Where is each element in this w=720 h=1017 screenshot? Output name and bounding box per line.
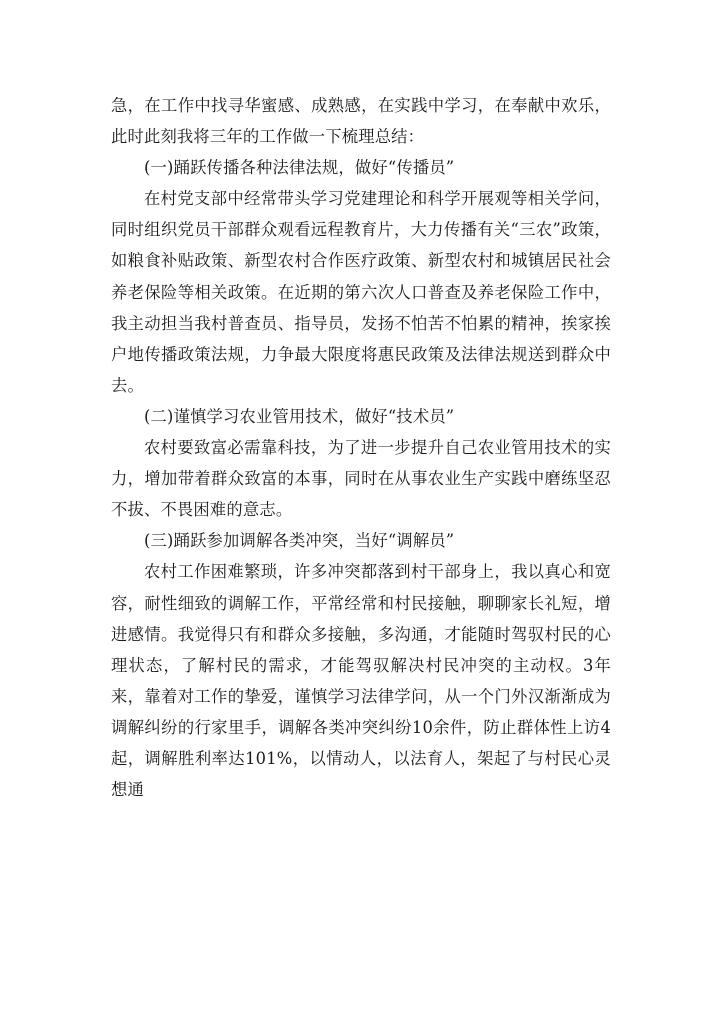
document-body [111, 90, 611, 805]
section-heading-2: (二)谨慎学习农业管用技术，做好“技术员” [144, 406, 455, 426]
section-heading-3: (三)踊跃参加调解各类冲突，当好“调解员” [144, 531, 455, 551]
paragraph-intro-continuation: 急，在工作中找寻华蜜感、成熟感，在实践中学习，在奉献中欢乐，此时此刻我将三年的工作做一下梳理总结： [111, 96, 611, 147]
section-heading-1: (一)踊跃传播各种法律法规，做好“传播员” [144, 158, 455, 178]
paragraph-section-1: 在村党支部中经常带头学习党建理论和科学开展观等相关学问，同时组织党员干部群众观看远程教育片，大力传播有关“三农”政策，如粮食补贴政策、新型农村合作医疗政策、新型农村和城镇居民社会养老保险等相关政策。在近期的第六次人口普查及养老保险工作中，我主动担当我村普查员、指导员，发扬不怕苦不怕累的精神，挨家挨户地传播政策法规，力争最大限度将惠民政策及法律法规送到群众中去。 [111, 189, 611, 395]
paragraph-section-3: 农村工作困难繁琐，许多冲突都落到村干部身上，我以真心和宽容，耐性细致的调解工作，平常经常和村民接触，聊聊家长礼短，增进感情。我觉得只有和群众多接触，多沟通，才能随时驾驭村民的心理状态，了解村民的需求，才能驾驭解决村民冲突的主动权。3年来，靠着对工作的挚爱，谨慎学习法律学问，从一个门外汉渐渐成为调解纠纷的行家里手，调解各类冲突纠纷10余件，防止群体性上访4起，调解胜利率达101%，以情动人，以法育人，架起了与村民心灵想通 [111, 562, 611, 800]
paragraph-section-2: 农村要致富必需靠科技，为了进一步提升自己农业管用技术的实力，增加带着群众致富的本事，同时在从事农业生产实践中磨练坚忍不拔、不畏困难的意志。 [111, 438, 611, 520]
